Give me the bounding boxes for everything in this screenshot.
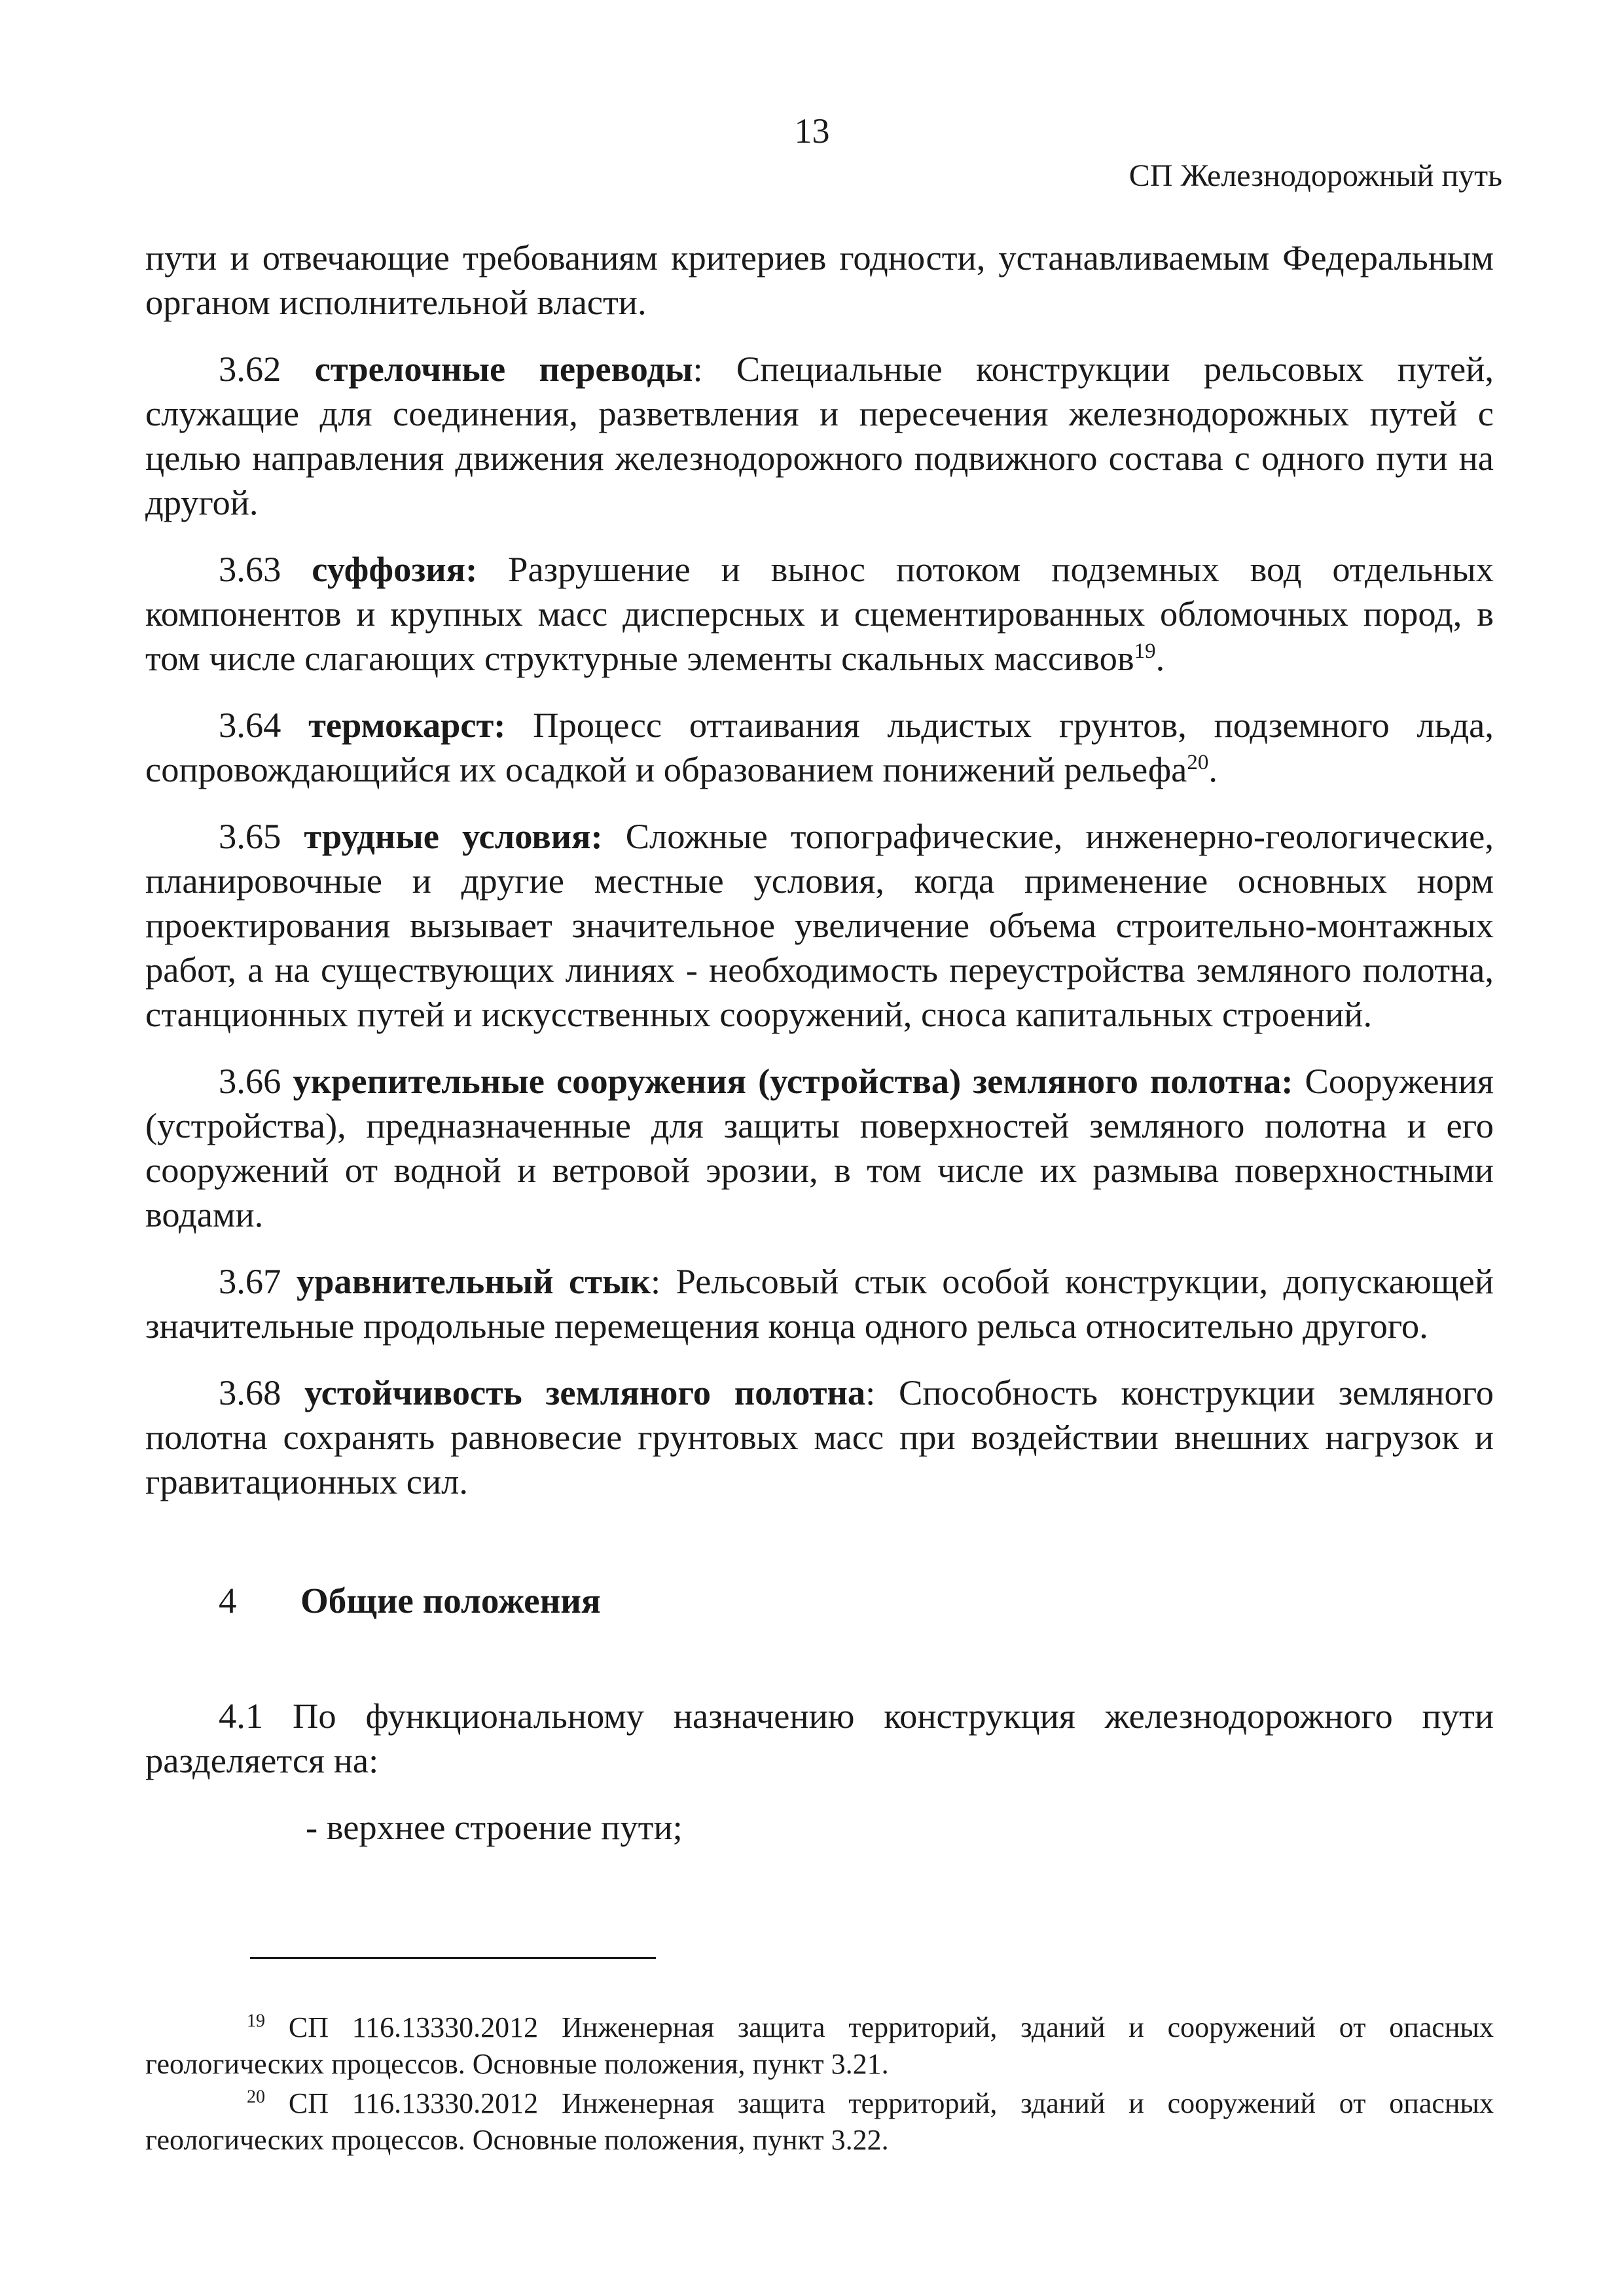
footnote-marker: 20	[247, 2087, 265, 2108]
clause-number: 3.65	[219, 816, 281, 856]
clause-number: 3.64	[219, 705, 281, 745]
clause-number: 3.68	[219, 1372, 281, 1412]
defined-term: устойчивость земляного полотна	[304, 1372, 866, 1412]
paragraph-continuation: пути и отвечающие требованиям критериев годности, устанавливаемым Федеральным органом исполнительной власти.	[145, 238, 1494, 322]
section-heading	[145, 1579, 1494, 1623]
definition-text: Сооружения (устройства), предназначенные для защиты поверхностей земляного полотна и его сооружений от водной и ветровой эрозии, в том числе их размыва поверхностными водами.	[145, 1061, 1494, 1234]
defined-term: укрепительные сооружения (устройства) земляного полотна:	[293, 1061, 1293, 1101]
definition-3-63: 3.63 суффозия: Разрушение и вынос потоком подземных вод отдельных компонентов и крупных масс дисперсных и сцементированных обломочных пород, в том числе слагающих структурные элементы скальных массивов$^{19}$.	[145, 549, 1494, 678]
clause-number: 3.63	[219, 549, 281, 589]
list-item: - верхнее строение пути;	[306, 1807, 683, 1847]
clause-number: 3.62	[219, 349, 281, 389]
footnote-19	[145, 2009, 1494, 2083]
footnote-text: СП 116.13330.2012 Инженерная защита территорий, зданий и сооружений от опасных геологических процессов. Основные положения, пункт 3.21.	[145, 2011, 1494, 2080]
section-number: 4	[219, 1581, 237, 1621]
footnote-ref[interactable]: 20	[1187, 750, 1209, 774]
definition-text: Разрушение и вынос потоком подземных вод отдельных компонентов и крупных масс дисперсных и сцементированных обломочных пород, в том числе слагающих структурные элементы скальных массивов	[145, 549, 1494, 678]
definition-3-62	[145, 347, 1494, 525]
definition-3-66	[145, 1059, 1494, 1237]
definition-3-68	[145, 1371, 1494, 1504]
definition-3-67	[145, 1259, 1494, 1348]
definition-text: : Способность конструкции земляного полотна сохранять равновесие грунтовых масс при воздействии внешних нагрузок и гравитационных сил.	[145, 1372, 1494, 1501]
footnote-20	[145, 2085, 1494, 2159]
defined-term: стрелочные переводы	[314, 349, 693, 389]
defined-term: уравнительный стык	[296, 1261, 651, 1301]
page-number: 13	[794, 111, 830, 151]
definition-text: Сложные топографические, инженерно-геологические, планировочные и другие местные условия, когда применение основных норм проектирования вызывает значительное увеличение объема строительно-монтажных работ, а на существующих линиях - необходимость переустройства земляного полотна, станционных путей и искусственных сооружений, сноса капитальных строений.	[145, 816, 1494, 1034]
defined-term: термокарст:	[308, 705, 506, 745]
document-body	[145, 236, 1494, 1872]
clause-number: 3.66	[219, 1061, 281, 1101]
definition-text: Процесс оттаивания льдистых грунтов, подземного льда, сопровождающийся их осадкой и образованием понижений рельефа	[145, 705, 1494, 789]
clause-number: 3.67	[219, 1261, 281, 1301]
defined-term: суффозия:	[312, 549, 478, 589]
footnote-text: СП 116.13330.2012 Инженерная защита территорий, зданий и сооружений от опасных геологических процессов. Основные положения, пункт 3.22.	[145, 2087, 1494, 2156]
clause-text: По функциональному назначению конструкция железнодорожного пути разделяется на:	[145, 1696, 1494, 1780]
footnote-divider	[250, 1957, 656, 1959]
clause-4-1	[145, 1694, 1494, 1783]
section-title: Общие положения	[300, 1581, 601, 1621]
definition-text: : Рельсовый стык особой конструкции, допускающей значительные продольные перемещения конца одного рельса относительно другого.	[145, 1261, 1494, 1346]
running-header: СП Железнодорожный путь	[1128, 158, 1502, 193]
definition-3-64: 3.64 термокарст: Процесс оттаивания льдистых грунтов, подземного льда, сопровождающийся их осадкой и образованием понижений рельефа$^{20}$.	[145, 705, 1494, 789]
definition-3-65	[145, 814, 1494, 1037]
footnotes	[145, 2009, 1494, 2161]
footnote-ref[interactable]: 19	[1134, 639, 1156, 663]
defined-term: трудные условия:	[304, 816, 603, 856]
definition-text: : Специальные конструкции рельсовых путей, служащие для соединения, разветвления и пересечения железнодорожных путей с целью направления движения железнодорожного подвижного состава с одного пути на другой.	[145, 349, 1494, 522]
clause-number: 4.1	[219, 1696, 264, 1736]
footnote-marker: 19	[247, 2011, 265, 2032]
